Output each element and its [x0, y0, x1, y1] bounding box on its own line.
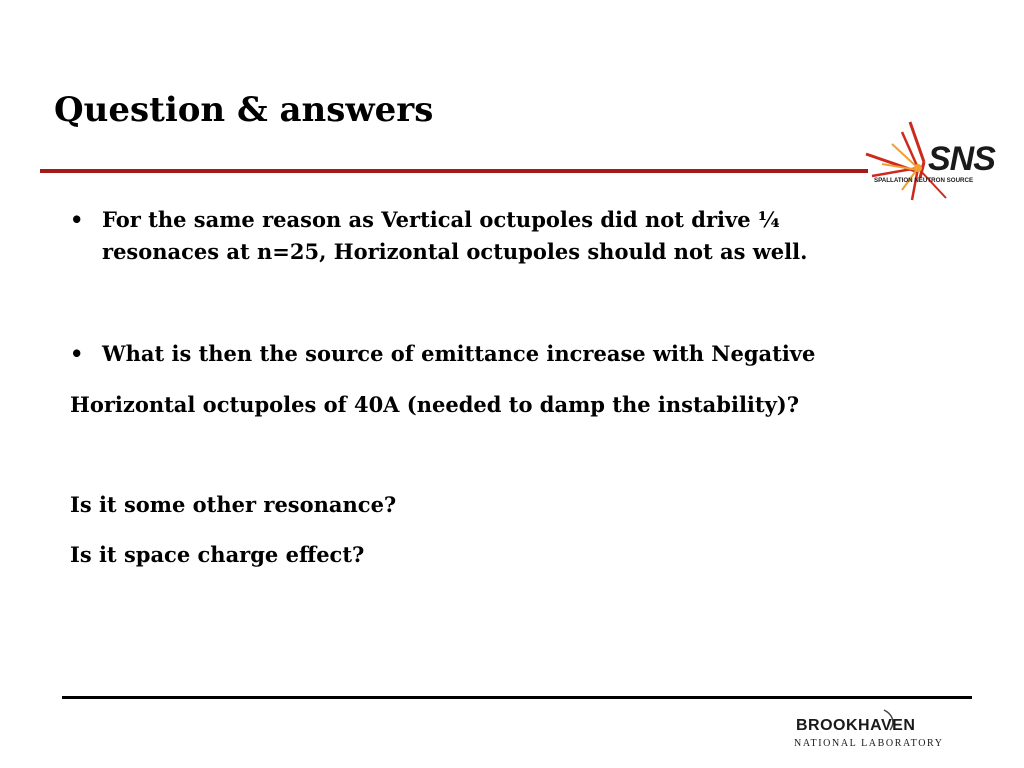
bullet-1-line-1: For the same reason as Vertical octupoles did not drive ¼ — [102, 207, 780, 232]
continuation-text: Horizontal octupoles of 40A (needed to damp the instability)? — [70, 392, 800, 417]
footer-divider — [62, 696, 972, 699]
title-divider — [40, 169, 868, 173]
bullet-2-line-1: What is then the source of emittance increase with Negative — [102, 341, 816, 366]
brookhaven-logo — [792, 708, 952, 754]
question-1: Is it some other resonance? — [70, 492, 397, 517]
bullet-1-line-2: resonaces at n=25, Horizontal octupoles should not as well. — [102, 239, 808, 264]
brookhaven-wordmark: BROOKHAVEN — [796, 717, 916, 734]
sns-subtitle: SPALLATION NEUTRON SOURCE — [874, 177, 974, 184]
national-laboratory-text: NATIONAL LABORATORY — [794, 738, 944, 749]
sns-logo — [862, 118, 995, 204]
bullet-symbol: • — [70, 341, 84, 366]
question-2: Is it space charge effect? — [70, 542, 365, 567]
bullet-symbol: • — [70, 207, 84, 232]
sns-letters: SNS — [928, 140, 995, 178]
slide-title: Question & answers — [54, 90, 434, 130]
